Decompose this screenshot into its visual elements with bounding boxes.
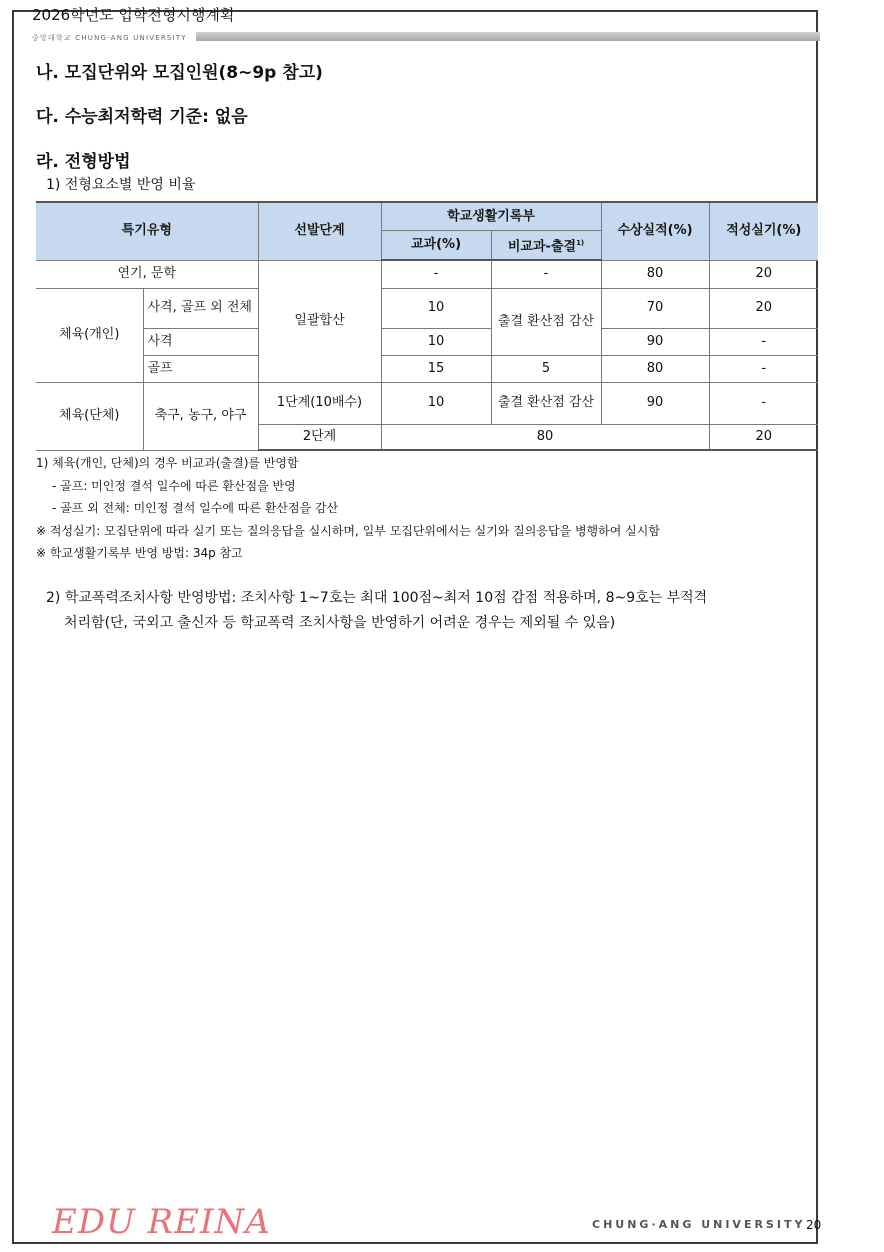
cell-practical: 20 bbox=[709, 424, 818, 450]
header-nonsubject-label: 비교과-출결 bbox=[507, 239, 577, 255]
cell-sub-type: 사격, 골프 외 전체 bbox=[143, 288, 258, 328]
header-record: 학교생활기록부 bbox=[381, 202, 601, 231]
table-row bbox=[36, 382, 818, 424]
cell-stage-combined: 일괄합산 bbox=[258, 260, 381, 382]
section-na-heading: 나. 모집단위와 모집인원(8~9p 참고) bbox=[36, 63, 323, 83]
cell-award: 80 bbox=[601, 260, 709, 288]
cell-subject: 10 bbox=[381, 288, 491, 328]
document-title: 2026학년도 입학전형시행계획 bbox=[32, 6, 235, 24]
cell-practical: - bbox=[709, 355, 818, 382]
header-type: 특기유형 bbox=[36, 202, 258, 260]
cell-subject: 10 bbox=[381, 328, 491, 355]
cell-team-sub: 축구, 농구, 야구 bbox=[143, 382, 258, 450]
cell-practical: 20 bbox=[709, 260, 818, 288]
section-da-heading: 다. 수능최저학력 기준: 없음 bbox=[36, 107, 248, 127]
note-line: 1) 체육(개인, 단체)의 경우 비교과(출결)를 반영함 bbox=[36, 456, 299, 470]
header-award: 수상실적(%) bbox=[601, 202, 709, 260]
header-nonsubject bbox=[491, 231, 601, 261]
cell-nonsubject: 출결 환산점 감산 bbox=[491, 382, 601, 424]
cell-individual-group: 체육(개인) bbox=[36, 288, 143, 382]
selection-ratio-table bbox=[36, 201, 818, 451]
note-line: - 골프 외 전체: 미인정 결석 일수에 따른 환산점을 감산 bbox=[52, 501, 339, 515]
cell-sub-type: 골프 bbox=[143, 355, 258, 382]
cell-subject: - bbox=[381, 260, 491, 288]
table-notes bbox=[36, 452, 660, 565]
cell-practical: 20 bbox=[709, 288, 818, 328]
header-logo: 중앙대학교 CHUNG-ANG UNIVERSITY bbox=[32, 34, 187, 42]
cell-team-group: 체육(단체) bbox=[36, 382, 143, 450]
header-bar bbox=[196, 32, 820, 41]
cell-combined-score: 80 bbox=[381, 424, 709, 450]
cell-nonsubject: 5 bbox=[491, 355, 601, 382]
header-practical: 적성실기(%) bbox=[709, 202, 818, 260]
table-row bbox=[36, 288, 818, 328]
paragraph-line: 처리함(단, 국외고 출신자 등 학교폭력 조치사항을 반영하기 어려운 경우는 제외될 수 있음) bbox=[64, 615, 616, 631]
cell-subject: 10 bbox=[381, 382, 491, 424]
watermark: EDU REINA bbox=[52, 1202, 271, 1242]
note-line: ※ 학교생활기록부 반영 방법: 34p 참고 bbox=[36, 546, 243, 560]
school-violence-paragraph bbox=[46, 586, 806, 636]
cell-stage: 2단계 bbox=[258, 424, 381, 450]
cell-nonsubject: - bbox=[491, 260, 601, 288]
footnote-marker: 1) bbox=[576, 238, 585, 247]
header-stage: 선발단계 bbox=[258, 202, 381, 260]
cell-subject: 15 bbox=[381, 355, 491, 382]
cell-practical: - bbox=[709, 382, 818, 424]
header-subject: 교과(%) bbox=[381, 231, 491, 261]
note-line: ※ 적성실기: 모집단위에 따라 실기 또는 질의응답을 실시하며, 일부 모집단위에서는 실기와 질의응답을 병행하여 실시함 bbox=[36, 523, 660, 538]
cell-nonsubject-merged: 출결 환산점 감산 bbox=[491, 288, 601, 355]
footer-logo: CHUNG·ANG UNIVERSITY bbox=[592, 1218, 806, 1231]
note-line: - 골프: 미인정 결석 일수에 따른 환산점을 반영 bbox=[52, 478, 296, 493]
table-row bbox=[36, 328, 818, 355]
cell-award: 70 bbox=[601, 288, 709, 328]
section-ra-heading: 라. 전형방법 bbox=[36, 152, 131, 172]
cell-award: 80 bbox=[601, 355, 709, 382]
paragraph-line: 2) 학교폭력조치사항 반영방법: 조치사항 1~7호는 최대 100점~최저 10점 감점 적용하며, 8~9호는 부적격 bbox=[46, 590, 708, 606]
cell-award: 90 bbox=[601, 328, 709, 355]
table-row bbox=[36, 260, 818, 288]
subsection-ratio-heading: 1) 전형요소별 반영 비율 bbox=[46, 177, 196, 193]
page-number: 20 bbox=[806, 1218, 822, 1232]
cell-sub-type: 사격 bbox=[143, 328, 258, 355]
cell-award: 90 bbox=[601, 382, 709, 424]
cell-stage: 1단계(10배수) bbox=[258, 382, 381, 424]
cell-type: 연기, 문학 bbox=[36, 260, 258, 288]
cell-practical: - bbox=[709, 328, 818, 355]
table-row bbox=[36, 355, 818, 382]
